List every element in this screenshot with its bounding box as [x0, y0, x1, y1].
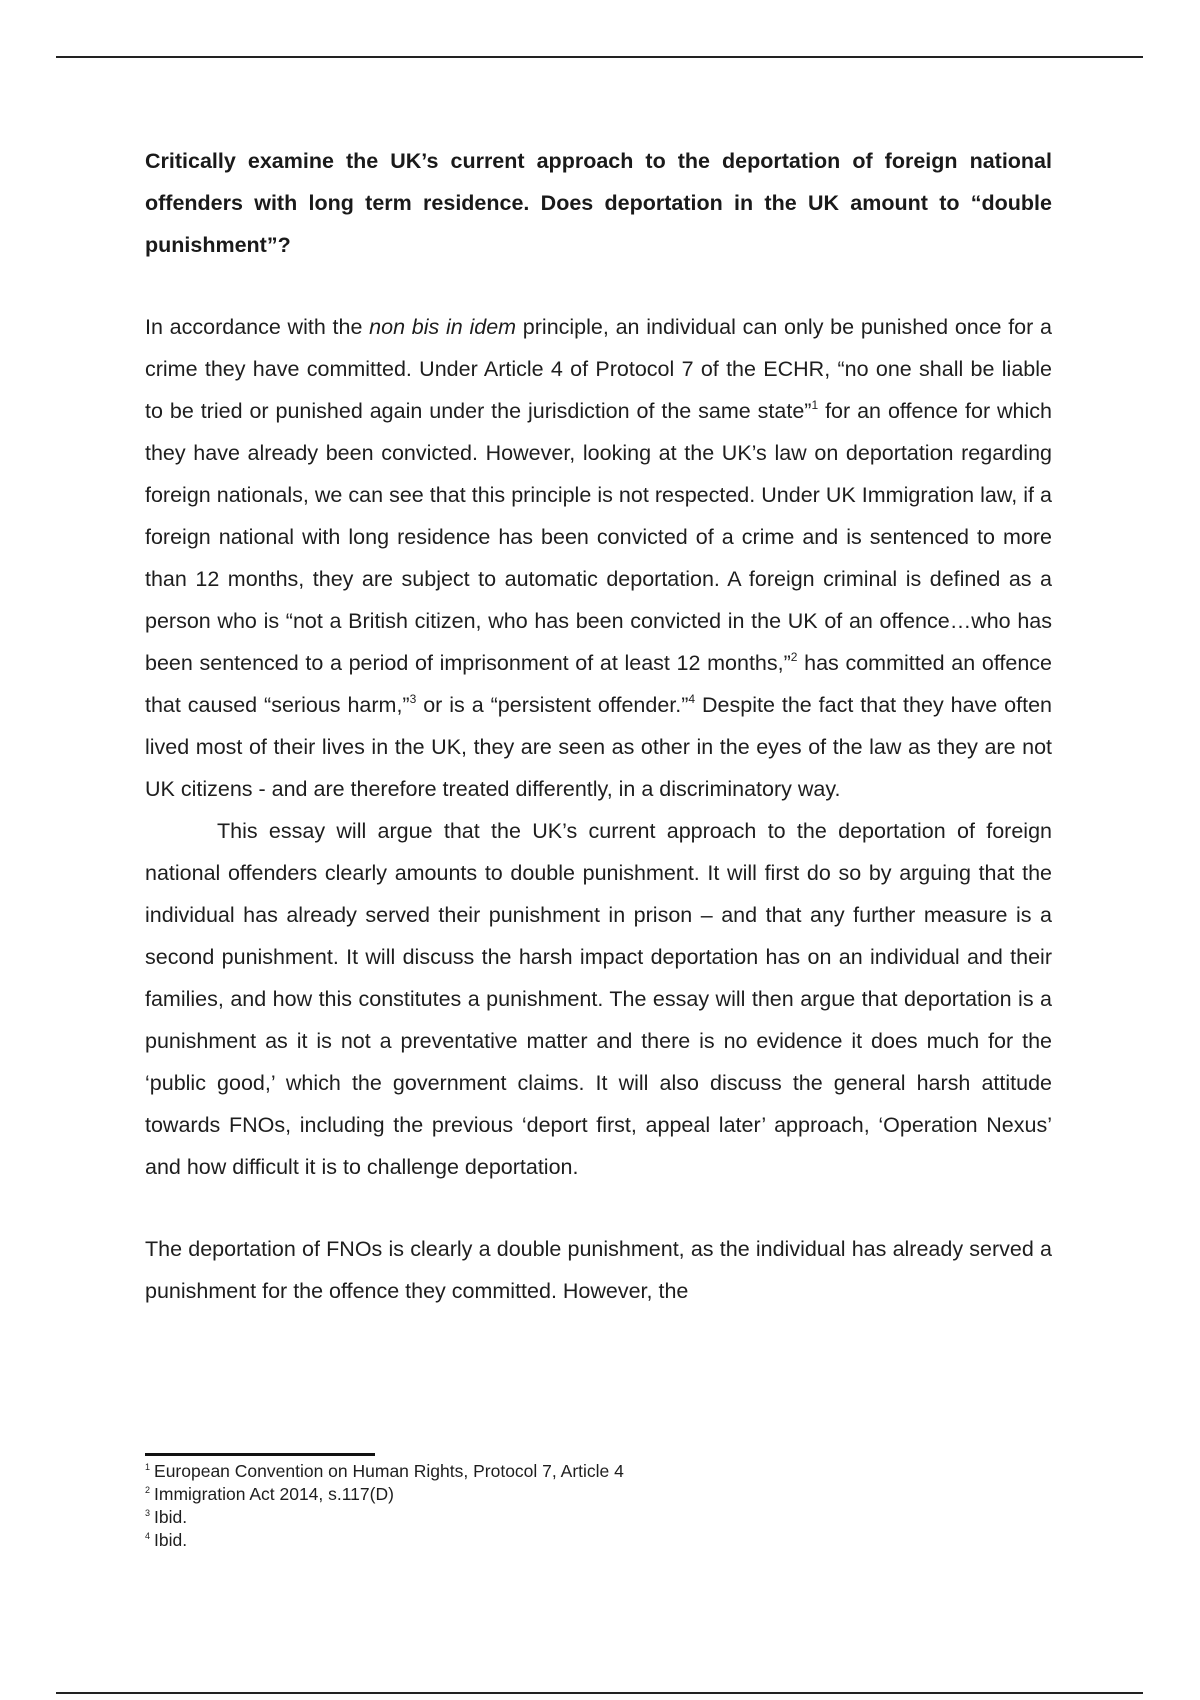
footnote-1 [145, 1460, 1052, 1483]
footnote-number: 4 [145, 1531, 151, 1541]
text-run: for an offence for which they have already been convicted. However, looking at the UK’s law on deportation regarding foreign nationals, we can see that this principle is not respected. Under UK Immigration law, if a foreign national with long residence has been convicted of a crime and is sentenced to more than 12 months, they are subject to automatic deportation. A foreign criminal is defined as a person who is “not a British citizen, who has been convicted in the UK of an offence…who has been sentenced to a period of imprisonment of at least 12 months,” [145, 399, 1052, 675]
paragraph-intro [145, 306, 1052, 810]
paragraph-outline: This essay will argue that the UK’s current approach to the deportation of foreign national offenders clearly amounts to double punishment. It will first do so by arguing that the individual has already served their punishment in prison – and that any further measure is a second punishment. It will discuss the harsh impact deportation has on an individual and their families, and how this constitutes a punishment. The essay will then argue that deportation is a punishment as it is not a preventative matter and there is no evidence it does much for the ‘public good,’ which the government claims. It will also discuss the general harsh attitude towards FNOs, including the previous ‘deport first, appeal later’ approach, ‘Operation Nexus’ and how difficult it is to challenge deportation. [145, 819, 1052, 1179]
footer-rule [56, 1692, 1143, 1694]
footnote-text: European Convention on Human Rights, Protocol 7, Article 4 [154, 1461, 624, 1481]
footnote-ref-4[interactable]: 4 [688, 692, 696, 706]
text-run: Despite the fact that they have often lived most of their lives in the UK, they are seen as other in the eyes of the law as they are not UK citizens - and are therefore treated differently, in a discriminatory way. [145, 693, 1053, 801]
footnote-4 [145, 1529, 1052, 1552]
text-run: has committed an offence that caused “serious harm,” [145, 651, 1052, 717]
footnote-text: Ibid. [154, 1507, 188, 1527]
footnote-text: Ibid. [154, 1530, 188, 1550]
footnotes [145, 1460, 1052, 1552]
text-run: In accordance with the [145, 315, 370, 339]
text-run: or is a “persistent offender.” [416, 693, 689, 717]
footnote-ref-3[interactable]: 3 [409, 692, 417, 706]
spacer [145, 1188, 1052, 1228]
footnote-2 [145, 1483, 1052, 1506]
document-body [145, 140, 1052, 1312]
footnote-ref-1[interactable]: 1 [811, 398, 819, 412]
footnote-text: Immigration Act 2014, s.117(D) [154, 1484, 394, 1504]
footnote-number: 2 [145, 1485, 151, 1495]
essay-title: Critically examine the UK’s current approach to the deportation of foreign national offenders with long term residence. Does deportation in the UK amount to “double punishment”? [145, 149, 1052, 257]
latin-term: non bis in idem [369, 315, 517, 339]
footnote-number: 1 [145, 1462, 151, 1472]
footnote-separator [145, 1453, 375, 1456]
spacer [145, 266, 1052, 306]
footnote-3 [145, 1506, 1052, 1529]
footnote-number: 3 [145, 1508, 151, 1518]
footnote-ref-2[interactable]: 2 [790, 650, 798, 664]
paragraph-argument: The deportation of FNOs is clearly a double punishment, as the individual has already served a punishment for the offence they committed. However, the [145, 1237, 1052, 1303]
header-rule [56, 56, 1143, 58]
text-run: principle, an individual can only be punished once for a crime they have committed. Under Article 4 of Protocol 7 of the ECHR, “no one shall be liable to be tried or punished again under the jurisdiction of the same state” [145, 315, 1052, 423]
